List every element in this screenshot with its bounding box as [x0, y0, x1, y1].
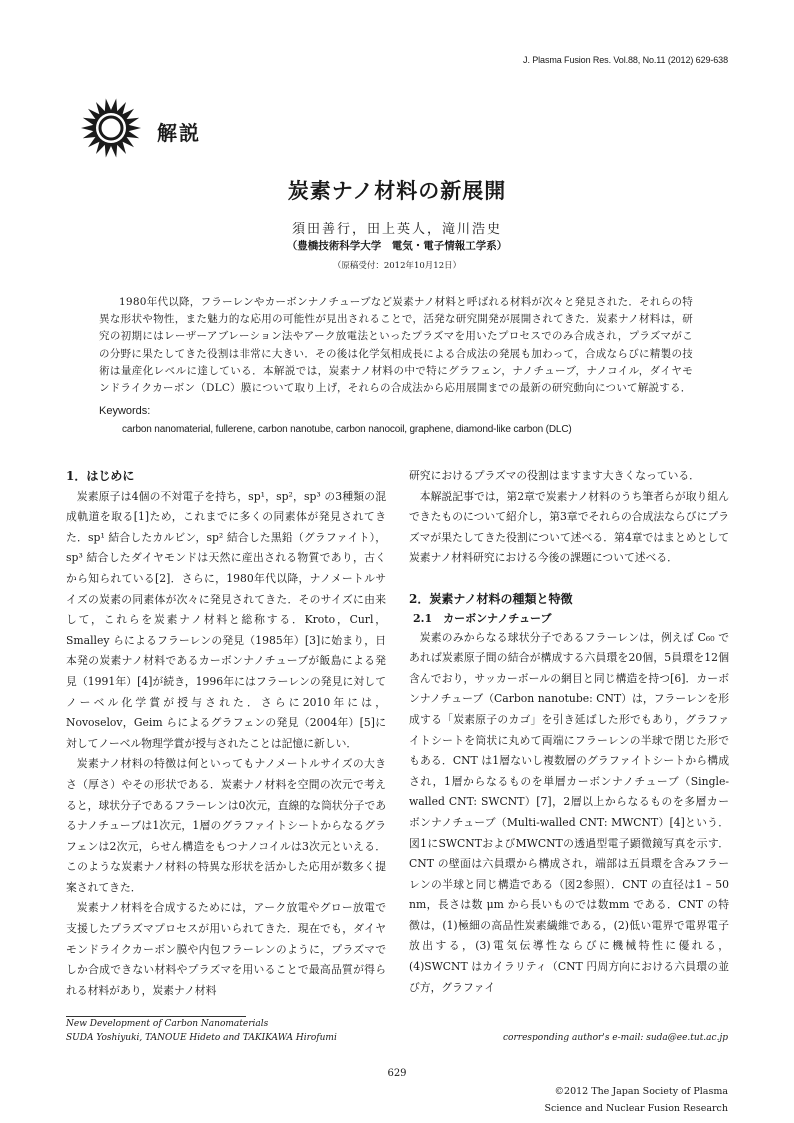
keywords-label: Keywords:	[99, 405, 151, 417]
copyright-line: Science and Nuclear Fusion Research	[544, 1103, 728, 1114]
article-title: 炭素ナノ材料の新展開	[287, 178, 507, 203]
english-title: New Development of Carbon Nanomaterials	[66, 1019, 269, 1029]
keywords: carbon nanomaterial, fullerene, carbon nanotube, carbon nanocoil, graphene, diamond-like carbon (DLC)	[122, 424, 572, 435]
article-authors: 須田善行，田上英人，滝川浩史	[291, 222, 502, 237]
english-authors: SUDA Yoshiyuki, TANOUE Hideto and TAKIKAWA Hirofumi	[66, 1033, 337, 1043]
paragraph: 炭素原子は4個の不対電子を持ち，sp¹，sp²，sp³ の3種類の混成軌道を取る[1]ため，これまでに多くの同素体が発見されてきた．sp¹ 結合したカルビン，sp² 結合した黒鉛（グラファイト），sp³ 結合したダイヤモンドは天然に産出される物質であり，古くから知られている[2]．さらに，1980年代以降，ナノメートルサイズの炭素の同素体が次々に発見されてきた．そのサイズに由来して，これらを炭素ナノ材料と総称する．Kroto，Curl，Smalley らによるフラーレンの発見（1985年）[3]に始まり，日本発の炭素ナノ材料であるカーボンナノチューブが飯島による発見（1991年）[4]が続き，1996年にはフラーレンの発見に対してノーベル化学賞が授与された．さらに2010年には，Novoselov，Geim らによるグラフェンの発見（2004年）[5]に対してノーベル物理学賞が授与されたことは記憶に新しい．	[66, 489, 386, 750]
paragraph: 研究におけるプラズマの役割はますます大きくなっている．	[409, 469, 700, 482]
paragraph: 炭素ナノ材料の特徴は何といってもナノメートルサイズの大きさ（厚さ）やその形状である．炭素ナノ材料を空間の次元で考えると，球状分子であるフラーレンは0次元，直線的な筒状分子であるナノチューブは1次元，1層のグラファイトシートからなるグラフェンは2次元，らせん構造をもつナノコイルは3次元といえる．このような炭素ナノ材料の特異な形状を活かした応用が数多く提案されてきた．	[66, 757, 386, 894]
paragraph: 本解説記事では，第2章で炭素ナノ材料のうち筆者らが取り組んできたものについて紹介し，第3章でそれらの合成法ならびにプラズマが果たしてきた役割について述べる．第4章ではまとめとして炭素ナノ材料研究における今後の課題について述べる．	[409, 489, 729, 565]
left-column	[66, 466, 386, 1001]
affiliation: （豊橋技術科学大学 電気・電子情報工学系）	[286, 240, 508, 252]
page-number: 629	[387, 1068, 407, 1079]
right-column	[409, 466, 729, 998]
paragraph: 炭素のみからなる球状分子であるフラーレンは，例えば C₆₀ であれば炭素原子間の結合が構成する六員環を20個，5員環を12個含んでおり，サッカーボールの網目と同じ構造を持つ[6]．カーボンナノチューブ（Carbon nanotube: CNT）は，フラーレンを形成する「炭素原子のカゴ」を引き延ばした形でもあり，グラファイトシートを筒状に丸めて両端にフラーレンの半球で閉じた形でもある．CNT は1層ないし複数層のグラファイトシートから構成され，1層からなるものを単層カーボンナノチューブ（Single-walled CNT: SWCNT）[7]，2層以上からなるものを多層カーボンナノチューブ（Multi-walled CNT: MWCNT）[4]という．図1にSWCNTおよびMWCNTの透過型電子顕微鏡写真を示す．CNT の壁面は六員環から構成され，端部は五員環を含みフラーレンの半球と同じ構造である（図2参照）．CNT の直径は1 – 50 nm，長さは数 μm から長いものでは数mm である．CNT の特徴は，(1)極細の高品性炭素繊維である，(2)低い電界で電界電子放出する，(3)電気伝導性ならびに機械特性に優れる，(4)SWCNT はカイラリティ（CNT 円周方向における六員環の並び方，グラファイ	[409, 630, 729, 994]
section-heading: 2．炭素ナノ材料の種類と特徴	[409, 591, 573, 606]
abstract: 1980年代以降，フラーレンやカーボンナノチューブなど炭素ナノ材料と呼ばれる材料が次々と発見された．それらの特異な形状や物性，また魅力的な応用の可能性が見出されることで，活発な研究開発が展開されてきた．炭素ナノ材料は，研究の初期にはレーザーアブレーション法やアーク放電法といったプラズマを用いたプロセスでのみ合成され，プラズマがこの分野に果たしてきた役割は非常に大きい．その後は化学気相成長による合成法の発展も加わって，合成ならびに精製の技術は量産化レベルに達している．本解説では，炭素ナノ材料の中で特にグラフェン，ナノチューブ，ナノコイル，ダイヤモンドライクカーボン（DLC）膜について取り上げ，それらの合成法から応用展開までの最新の研究動向について解説する．	[99, 296, 693, 395]
journal-reference: J. Plasma Fusion Res. Vol.88, No.11 (2012) 629‐638	[523, 55, 728, 65]
corresponding-email: corresponding author's e-mail: suda@ee.tut.ac.jp	[503, 1033, 728, 1043]
section-label: 解説	[157, 121, 201, 145]
received-date: （原稿受付：2012年10月12日）	[332, 261, 462, 271]
subsection-heading: 2.1 カーボンナノチューブ	[413, 611, 552, 625]
spacer	[409, 569, 729, 589]
copyright	[545, 1083, 729, 1117]
paragraph: 炭素ナノ材料を合成するためには，アーク放電やグロー放電で支援したプラズマプロセスが用いられてきた．現在でも，ダイヤモンドライクカーボン膜や内包フラーレンのように，プラズマでしか合成できない材料やプラズマを用いることで最高品質が得られる材料があり，炭素ナノ材料	[66, 901, 386, 997]
section-heading: 1．はじめに	[66, 469, 135, 483]
footnote-divider	[66, 1016, 246, 1017]
copyright-line: ©2012 The Japan Society of Plasma	[554, 1086, 728, 1097]
sun-icon	[80, 97, 142, 159]
